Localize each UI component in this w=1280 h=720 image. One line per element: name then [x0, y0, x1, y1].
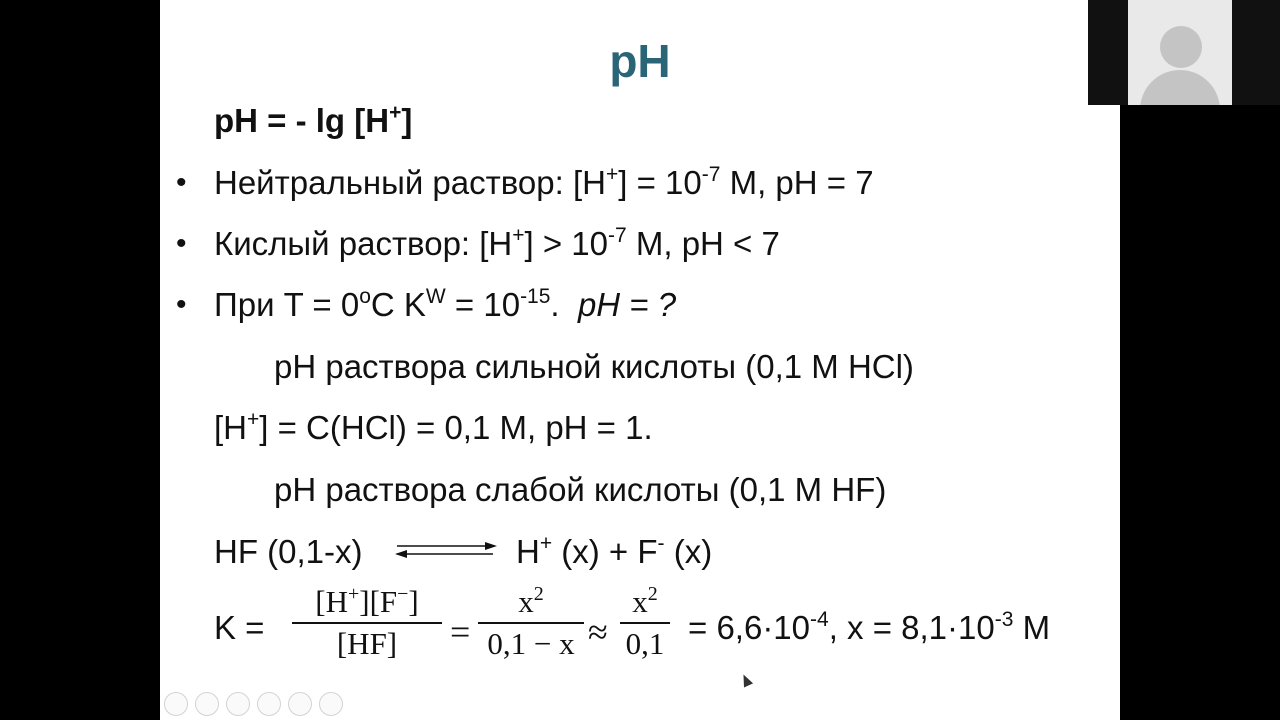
k-fraction-concentrations: [H+][F−] [HF]	[292, 584, 442, 662]
bullet-icon: •	[176, 166, 187, 199]
acidic-solution-line: Кислый раствор: $[H^+] > 10^{-7}$ M, pH < 7	[214, 224, 780, 262]
slide	[160, 0, 1120, 720]
previous-slide-icon[interactable]	[164, 692, 188, 716]
k-fraction-exact: $x^2$ 0,1 − x	[478, 584, 584, 662]
zoom-icon[interactable]	[288, 692, 312, 716]
slideshow-toolbar	[164, 692, 343, 716]
avatar-body-icon	[1140, 70, 1220, 105]
strong-acid-calc: [H+] = C(HCl) = 0,1 M, pH = 1.	[214, 408, 653, 446]
bullet-icon: •	[176, 227, 187, 260]
equals-sign: =	[450, 612, 471, 652]
neutral-solution-line: Нейтральный раствор: $[H^+] = 10^{-7}$ M, pH = 7	[214, 163, 874, 201]
ph-definition: pH = - lg [H+]	[214, 101, 413, 139]
approx-sign: ≈	[588, 612, 608, 652]
avatar-head-icon	[1160, 26, 1202, 68]
k-label: K =	[214, 609, 265, 646]
slide-title: pH	[609, 35, 671, 87]
bullet-icon: •	[176, 288, 187, 321]
slides-grid-icon[interactable]	[257, 692, 281, 716]
more-options-icon[interactable]	[319, 692, 343, 716]
equilibrium-arrows-icon	[393, 537, 501, 563]
webcam-panel	[1088, 0, 1280, 105]
strong-acid-heading: pH раствора сильной кислоты (0,1 M HCl)	[274, 348, 914, 385]
temperature-line: При $T = 0^oC$ $K^W = 10^{-15}$. pH = ?	[214, 285, 677, 323]
equilibrium-left: HF (0,1-x)	[214, 533, 363, 570]
k-result: = $6,6\cdot 10^{-4}$, $x = 8,1\cdot 10^{-3}$ M	[688, 608, 1051, 646]
weak-acid-heading: pH раствора слабой кислоты (0,1 M HF)	[274, 471, 887, 508]
avatar	[1128, 0, 1232, 105]
mouse-cursor-icon	[739, 672, 753, 687]
equilibrium-right: H+ (x) + F- (x)	[516, 532, 713, 570]
next-slide-icon[interactable]	[195, 692, 219, 716]
k-fraction-approx: $x^2$ 0,1	[620, 584, 670, 662]
pen-icon[interactable]	[226, 692, 250, 716]
ph-question: pH = ?	[577, 286, 677, 323]
